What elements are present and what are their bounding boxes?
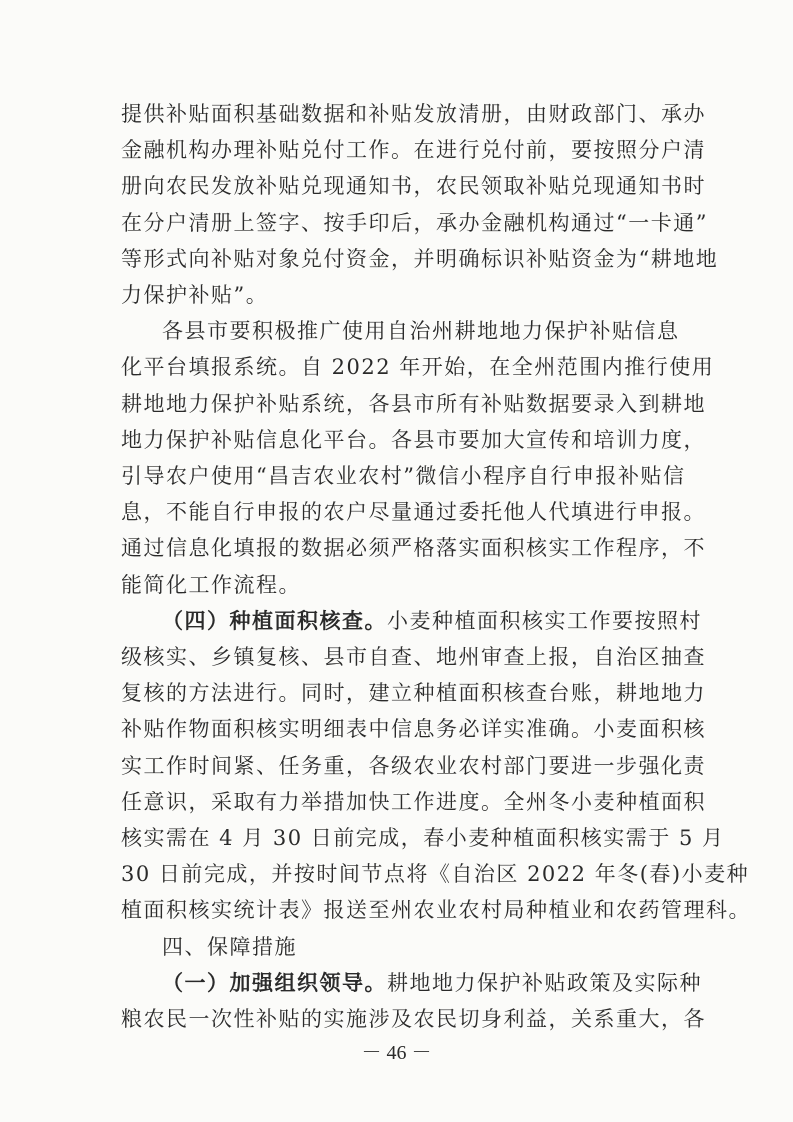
text-line: 息，不能自行申报的农户尽量通过委托他人代填进行申报。	[121, 500, 706, 524]
text-line: 复核的方法进行。同时，建立种植面积核查台账，耕地地力	[121, 681, 706, 705]
text-line: 耕地地力保护补贴系统，各县市所有补贴数据要录入到耕地	[121, 392, 706, 416]
text-line: 级核实、乡镇复核、县市自查、地州审查上报，自治区抽查	[121, 645, 706, 669]
text-line: 补贴作物面积核实明细表中信息务必详实准确。小麦面积核	[121, 717, 706, 741]
text-line: 金融机构办理补贴兑付工作。在进行兑付前，要按照分户清	[121, 138, 706, 162]
text-line: 粮农民一次性补贴的实施涉及农民切身利益，关系重大，各	[121, 1007, 706, 1031]
text-line	[162, 607, 702, 635]
page-number: － 46 －	[361, 1042, 432, 1064]
text-line: 植面积核实统计表》报送至州农业农村局种植业和农药管理科。	[121, 898, 751, 922]
text-line: 在分户清册上签字、按手印后，承办金融机构通过“一卡通”	[121, 211, 708, 235]
text-line: 各县市要积极推广使用自治州耕地地力保护补贴信息	[162, 319, 680, 343]
text-line: 提供补贴面积基础数据和补贴发放清册，由财政部门、承办	[121, 102, 706, 126]
text-line: 任意识，采取有力举措加快工作进度。全州冬小麦种植面积	[121, 790, 706, 814]
section-text: 小麦种植面积核实工作要按照村	[387, 609, 702, 633]
text-line: 通过信息化填报的数据必须严格落实面积核实工作程序，不	[121, 536, 706, 560]
text-line	[162, 969, 702, 997]
text-line: 册向农民发放补贴兑现通知书，农民领取补贴兑现通知书时	[121, 174, 706, 198]
text-line: 等形式向补贴对象兑付资金，并明确标识补贴资金为“耕地地	[121, 247, 719, 271]
text-line: 30 日前完成，并按时间节点将《自治区 2022 年冬(春)小麦种	[121, 862, 750, 886]
text-line: 化平台填报系统。自 2022 年开始，在全州范围内推行使用	[121, 355, 715, 379]
text-line: 地力保护补贴信息化平台。各县市要加大宣传和培训力度，	[121, 428, 706, 452]
text-line: 核实需在 4 月 30 日前完成，春小麦种植面积核实需于 5 月	[121, 826, 725, 850]
section-text: 耕地地力保护补贴政策及实际种	[387, 971, 702, 995]
text-line: 能简化工作流程。	[121, 573, 301, 597]
text-line: 引导农户使用“昌吉农业农村”微信小程序自行申报补贴信	[121, 464, 686, 488]
section-heading: （四）种植面积核查。	[162, 608, 387, 633]
section-title: 四、保障措施	[162, 935, 297, 959]
text-line: 实工作时间紧、任务重，各级农业农村部门要进一步强化责	[121, 754, 706, 778]
text-line: 力保护补贴”。	[121, 283, 269, 307]
section-heading: （一）加强组织领导。	[162, 970, 387, 995]
